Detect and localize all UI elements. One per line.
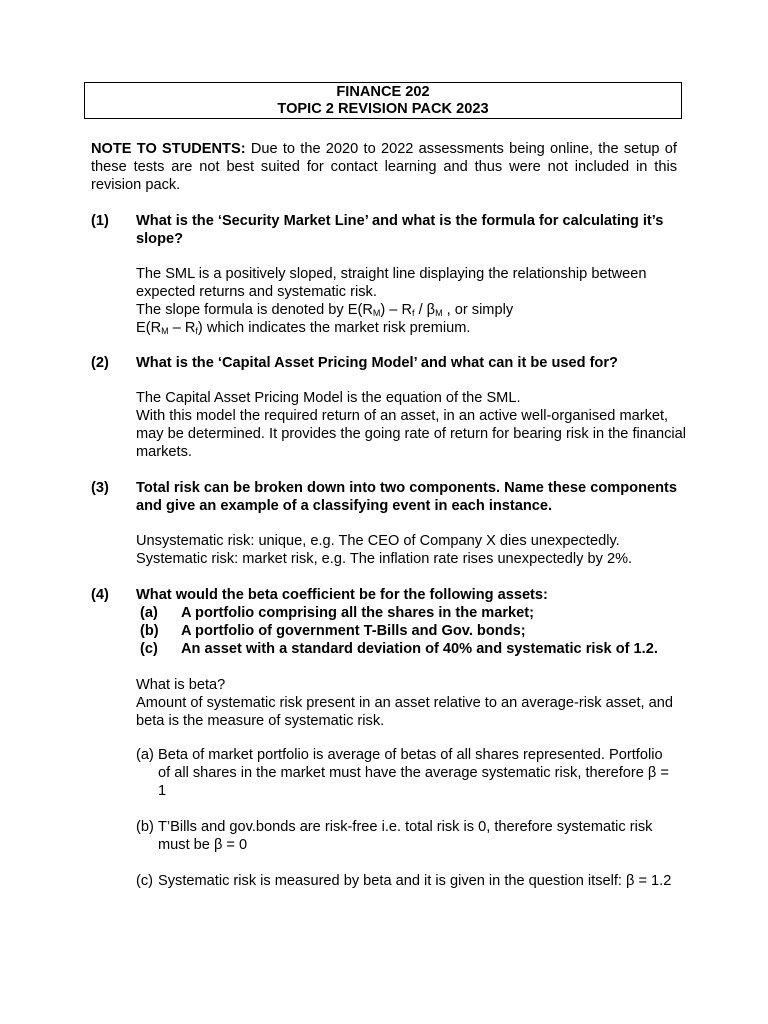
q4-number: (4)	[91, 587, 109, 603]
q1-premium-line: $E(R_M - R_f)$ which indicates the market risk premium.	[136, 320, 471, 336]
note-to-students	[91, 140, 677, 194]
q2-number: (2)	[91, 355, 109, 371]
q4-answer-c: (c) Systematic risk is measured by beta and it is given in the question itself: β = 1.2	[136, 873, 672, 889]
q4-question: What would the beta coefficient be for the following assets:	[136, 587, 548, 603]
q1-question: What is the ‘Security Market Line’ and what is the formula for calculating it’s slope?	[136, 213, 664, 247]
pack-title: TOPIC 2 REVISION PACK 2023	[277, 101, 489, 117]
q3-question: Total risk can be broken down into two components. Name these components and give an example of a classifying event in each instance.	[136, 480, 677, 514]
q1-answer	[136, 265, 688, 337]
q4-sub-c: (c) An asset with a standard deviation of 40% and systematic risk of 1.2.	[140, 641, 658, 657]
q2-answer-line2: With this model the required return of an asset, in an active well-organised market, may be determined. It provides the going rate of return for bearing risk in the financial markets.	[136, 408, 686, 460]
note-text: Due to the 2020 to 2022 assessments being online, the setup of these tests are not best suited for contact learning and thus were not included in this revision pack.	[91, 141, 677, 193]
q2-answer-line1: The Capital Asset Pricing Model is the equation of the SML.	[136, 390, 521, 406]
beta-definition: Amount of systematic risk present in an asset relative to an average-risk asset, and beta is the measure of systematic risk.	[136, 695, 673, 729]
title-box	[84, 82, 682, 119]
q2-answer	[136, 389, 688, 461]
q1-answer-line1: The SML is a positively sloped, straight line displaying the relationship between expected returns and systematic risk.	[136, 266, 647, 300]
note-label: NOTE TO STUDENTS:	[91, 141, 246, 157]
q3-answer	[136, 532, 688, 568]
q4-beta-explanation	[136, 676, 688, 730]
course-title: FINANCE 202	[336, 84, 430, 100]
q3-number: (3)	[91, 480, 109, 496]
what-is-beta: What is beta?	[136, 677, 226, 693]
q3-answer-line1: Unsystematic risk: unique, e.g. The CEO of Company X dies unexpectedly.	[136, 533, 620, 549]
q4-sub-a: (a) A portfolio comprising all the shares in the market;	[140, 605, 535, 621]
q1-formula-line: The slope formula is denoted by $E(R_M) - R_f / \beta_M$ , or simply	[136, 302, 514, 318]
q1-number: (1)	[91, 213, 109, 229]
q4-answer-b: (b) T’Bills and gov.bonds are risk-free i.e. total risk is 0, therefore systematic risk must be β = 0	[136, 819, 653, 853]
q2-question: What is the ‘Capital Asset Pricing Model’ and what can it be used for?	[136, 355, 618, 371]
q3-answer-line2: Systematic risk: market risk, e.g. The inflation rate rises unexpectedly by 2%.	[136, 551, 633, 567]
q4-sub-b: (b) A portfolio of government T-Bills and Gov. bonds;	[140, 623, 526, 639]
q4-answer-a: (a) Beta of market portfolio is average of betas of all shares represented. Portfolio of all shares in the market must have the average systematic risk, therefore β = 1	[136, 747, 669, 799]
